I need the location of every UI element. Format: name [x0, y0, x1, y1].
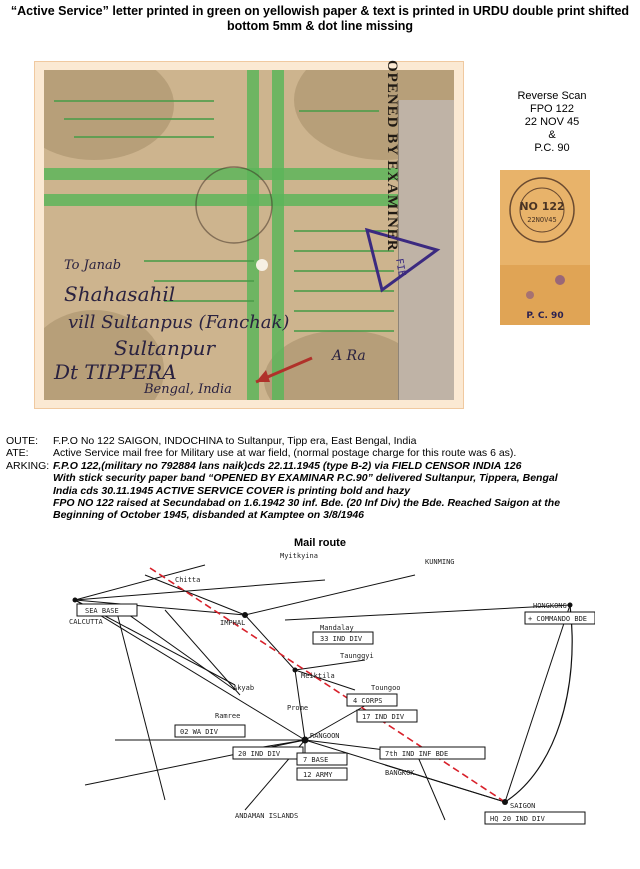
sender-mark: A Ra: [332, 348, 366, 364]
reverse-line: Reverse Scan: [517, 90, 587, 102]
band-text: OPENED BY EXAMINER: [384, 60, 400, 252]
reverse-line: P.C. 90: [534, 142, 570, 154]
label-rangoon: RANGOON: [310, 732, 340, 740]
marking-line: FPO NO 122 raised at Secundabad on 1.6.1942 30 inf. Bde. (20 Inf Div) the Bde. Reached Saigon at the: [53, 497, 561, 510]
label-mandalay: Mandalay: [320, 624, 354, 632]
header-line-2: bottom 5mm & dot line missing: [226, 19, 414, 33]
address-line: Bengal, India: [144, 382, 232, 397]
route-label: OUTE:: [6, 435, 39, 447]
reverse-line: 22 NOV 45: [524, 116, 580, 128]
label-taunggyi: Taunggyi: [340, 652, 374, 660]
label-12-army: 12 ARMY: [303, 771, 333, 779]
label-chittagong: Chitta: [175, 576, 201, 584]
address-line: Sultanpur: [114, 336, 216, 360]
reverse-scan-image: [500, 170, 590, 325]
marking-line: India cds 30.11.1945 ACTIVE SERVICE COVER is printing bold and hazy: [53, 484, 411, 497]
rate-text: Active Service mail free for Military use at war field, (normal postage charge for this route was 6 as).: [53, 447, 517, 460]
label-kunming: KUNMING: [425, 558, 455, 566]
address-line: vill Sultanpus (Fanchak): [68, 312, 290, 333]
label-saigon: SAIGON: [510, 802, 536, 810]
label-17-div: 17 IND DIV: [362, 713, 405, 721]
label-calcutta-box: SEA BASE: [85, 607, 119, 615]
label-bangkok: BANGKOK: [385, 769, 415, 777]
address-line: Dt TIPPERA: [54, 360, 177, 384]
marking-line: Beginning of October 1945, disbanded at Kamptee on 3/8/1946: [53, 509, 364, 522]
marking-line: F.P.O 122,(military no 792884 lans naik)cds 22.11.1945 (type B-2) via FIELD CENSOR INDIA 126: [53, 459, 522, 472]
band-mark: P. C. 90: [526, 311, 564, 321]
label-prome: Prome: [287, 704, 309, 712]
label-calcutta: CALCUTTA: [69, 618, 103, 626]
marking-line: With stick security paper band “OPENED BY EXAMINAR P.C.90” delivered Sultanpur, Tippera, Bengal: [53, 472, 558, 485]
label-akyab: Akyab: [233, 684, 255, 692]
label-myitkyina: Myitkyina: [280, 552, 318, 560]
label-4-corps: 4 CORPS: [353, 697, 383, 705]
label-andaman: ANDAMAN ISLANDS: [235, 812, 299, 820]
header-line-1: “Active Service” letter printed in green on yellowish paper & text is printed in URDU double print shifted: [10, 4, 630, 18]
reverse-line: FPO 122: [529, 103, 575, 115]
page-header: [0, 4, 640, 34]
route-text: F.P.O No 122 SAIGON, INDOCHINA to Sultanpur, Tipp era, East Bengal, India: [53, 435, 417, 447]
label-ramree: Ramree: [215, 712, 241, 720]
label-imphal: IMPHAL: [220, 619, 246, 627]
address-line: Shahasahil: [64, 282, 176, 306]
label-mandalay-box: 33 IND DIV: [320, 635, 363, 643]
label-02-div: 02 WA DIV: [180, 728, 218, 736]
marking-label: ARKING:: [6, 459, 50, 472]
label-meiktila: Meiktila: [301, 672, 335, 680]
reverse-caption: [492, 90, 612, 155]
censor-mark-text: FIE: [393, 257, 408, 278]
cover-details: [6, 435, 636, 522]
postmark-date: 22NOV45: [527, 216, 557, 224]
label-7-base: 7 BASE: [303, 756, 329, 764]
mail-route-map: [55, 550, 595, 855]
label-bangkok-box: 7th IND INF BDE: [385, 750, 449, 758]
red-route-line: [150, 568, 505, 802]
label-20-div: 20 IND DIV: [238, 750, 281, 758]
postmark-number: NO 122: [519, 200, 565, 213]
address-line: To Janab: [64, 258, 122, 273]
label-toungoo: Toungoo: [371, 684, 401, 692]
rate-label: ATE:: [6, 447, 29, 460]
map-title: Mail route: [294, 537, 346, 549]
reverse-line: &: [548, 129, 556, 141]
label-saigon-box: HQ 20 IND DIV: [490, 815, 545, 823]
label-hongkong-box: + COMMANDO BDE: [528, 615, 588, 623]
label-hongkong: HONGKONG: [533, 602, 567, 610]
